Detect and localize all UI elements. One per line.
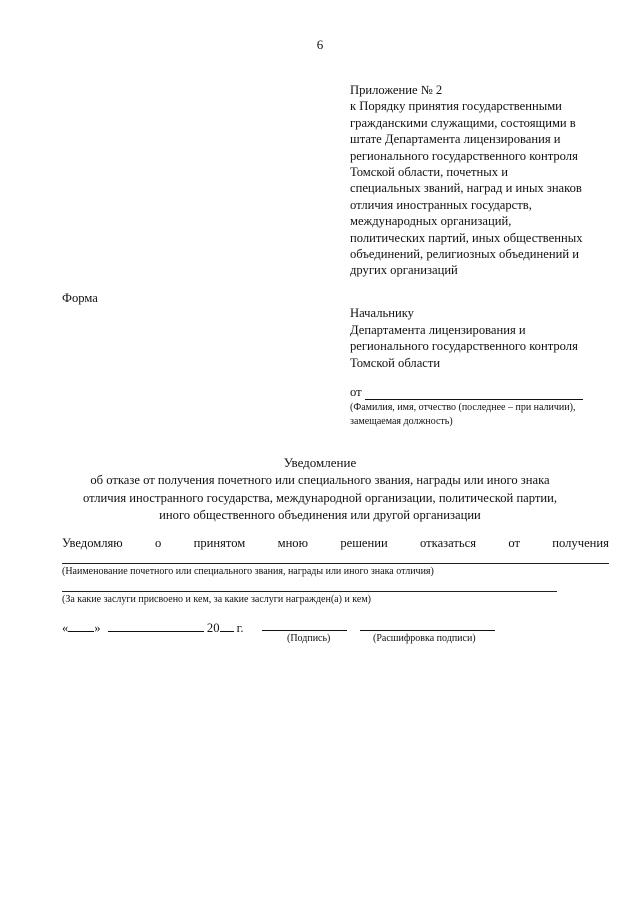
- date-open-quote: «: [62, 621, 69, 635]
- from-name-field[interactable]: [365, 387, 583, 400]
- merits-field[interactable]: [62, 591, 557, 592]
- date-row: [62, 620, 244, 636]
- signature-hint: (Подпись): [287, 633, 331, 644]
- appendix-line: объединений, религиозных объединений и: [350, 247, 579, 262]
- addressee-line: Департамента лицензирования и: [350, 322, 526, 337]
- appendix-line: специальных званий, наград и иных знаков: [350, 181, 582, 196]
- form-label: Форма: [62, 291, 98, 305]
- appendix-line: Томской области, почетных и: [350, 165, 508, 180]
- notice-subtitle: [40, 472, 600, 525]
- merits-hint: (За какие заслуги присвоено и кем, за какие заслуги награжден(а) и кем): [62, 594, 372, 605]
- appendix-line: к Порядку принятия государственными: [350, 99, 562, 114]
- appendix-line: регионального государственного контроля: [350, 148, 578, 163]
- year-suffix: г.: [233, 621, 244, 635]
- notify-word: решении: [340, 536, 388, 550]
- addressee-line: регионального государственного контроля: [350, 339, 578, 354]
- from-hint-line: замещаемая должность): [350, 416, 453, 427]
- award-title-field[interactable]: [62, 563, 609, 564]
- page-number: 6: [316, 37, 324, 52]
- appendix-line: гражданскими служащими, состоящими в: [350, 115, 576, 130]
- from-hint: [350, 401, 620, 429]
- notify-sentence: [62, 536, 609, 551]
- year-field[interactable]: [220, 620, 234, 632]
- notify-word: мною: [277, 536, 309, 550]
- signature-decoding-field[interactable]: [360, 630, 495, 631]
- month-field[interactable]: [108, 620, 204, 632]
- from-hint-line: (Фамилия, имя, отчество (последнее – при наличии),: [350, 402, 576, 413]
- signature-decoding-hint: (Расшифровка подписи): [373, 633, 476, 644]
- addressee-line: Томской области: [350, 355, 441, 370]
- notify-word: от: [508, 536, 520, 550]
- addressee-block: [350, 305, 620, 371]
- appendix-line: отличия иностранных государств,: [350, 197, 532, 212]
- from-row: [350, 385, 583, 400]
- subtitle-line: отличия иностранного государства, международной организации, политической партии,: [82, 490, 558, 505]
- subtitle-line: иного общественного объединения или другой организации: [159, 508, 481, 522]
- notify-word: отказаться: [420, 536, 477, 550]
- appendix-line: Приложение № 2: [350, 83, 443, 97]
- signature-field[interactable]: [262, 630, 347, 631]
- notify-word: принятом: [193, 536, 246, 550]
- appendix-line: штате Департамента лицензирования и: [350, 132, 561, 147]
- subtitle-line: об отказе от получения почетного или специального звания, награды или иного знака: [90, 473, 550, 487]
- notice-title: Уведомление: [283, 455, 357, 470]
- appendix-line: политических партий, иных общественных: [350, 230, 583, 245]
- addressee-line: Начальнику: [350, 306, 414, 320]
- appendix-block: [350, 82, 620, 279]
- notify-word: о: [155, 536, 162, 550]
- year-prefix: 20: [206, 621, 220, 635]
- appendix-line: других организаций: [350, 263, 458, 278]
- day-field[interactable]: [68, 620, 94, 632]
- appendix-line: международных организаций,: [350, 214, 512, 229]
- from-label: от: [350, 385, 362, 399]
- date-close-quote: »: [94, 621, 101, 635]
- notify-word: получения: [552, 536, 609, 550]
- award-title-hint: (Наименование почетного или специального звания, награды или иного знака отличия): [62, 566, 434, 577]
- notify-word: Уведомляю: [62, 536, 123, 550]
